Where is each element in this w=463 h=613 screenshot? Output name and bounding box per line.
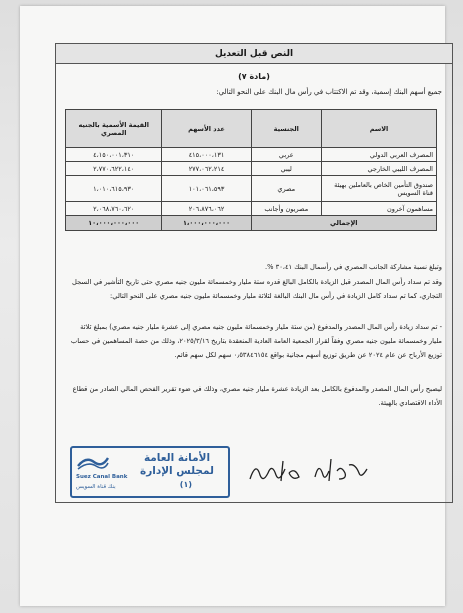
stamp-line-1: الأمانة العامة [143, 452, 211, 464]
table-row [66, 176, 437, 202]
row-name: المصرف الليبي الخارجي [322, 162, 437, 176]
row-nationality: مصري [251, 176, 321, 202]
row-value: ٤،١٥٠،٠٠١،٣١٠ [66, 148, 162, 162]
board-secretariat-stamp [70, 446, 230, 498]
row-value: ١،٠١٠،٦١٥،٩٣٠ [66, 176, 162, 202]
stamp-number: (١) [179, 480, 192, 489]
header-value: القيمة الأسمية بالجنيه المصري [66, 110, 162, 148]
table-row [66, 148, 437, 162]
header-nationality: الجنسية [251, 110, 321, 148]
header-name: الاسم [322, 110, 437, 148]
egyptian-share-paragraph: وتبلغ نسبة مشاركة الجانب المصري في رأسمال البنك ٣٠،٤١ %. [265, 263, 442, 271]
paid-capital-paragraph: وقد تم سداد رأس المال المصدر قبل الزيادة بالكامل البالغ قدره ستة مليار وخمسمائة مليون جنيه مصري حتى تاريخ التأشير في السجل التجاري، كما تم سداد كامل الزيادة في رأس مال البنك البالغة لثلاثة مليار وخمسمائة مليون جنيه مصري على النحو التالي: [72, 278, 442, 300]
stamp-line-2: لمجلس الإدارة [140, 465, 214, 477]
row-value: ٢،٧٧٠،٦٢٢،١٤٠ [66, 162, 162, 176]
stamp-bank-arabic: بنك قناة السويس [76, 484, 116, 490]
article-number: (مادة ٧) [238, 72, 270, 81]
row-shares: ٤١٥،٠٠٠،١٣١ [162, 148, 251, 162]
row-shares: ٢٧٧،٠٦٢،٢١٤ [162, 162, 251, 176]
document-page [20, 6, 445, 606]
table-header-row [66, 110, 437, 148]
increase-bullet-paragraph: - تم سداد زيادة رأس المال المصدر والمدفوع (من ستة مليار وخمسمائة مليون جنيه مصري إلى عشرة مليار جنيه مصري) بمبلغ ثلاثة مليار وخمسمائة مليون جنيه مصري وفقاً لقرار الجمعية العامة العادية المنعقدة بتاريخ ٢٠٢٥/٣/١٦، وذلك من حصة المساهمين في حساب توزيع الأرباح عن عام ٢٠٢٤ عن طريق توزيع أسهم مجانية بواقع ٠٫٥٣٨٤٦١٥٤ سهم لكل سهم قائم. [70, 323, 442, 359]
row-nationality: عربي [251, 148, 321, 162]
table-row [66, 162, 437, 176]
final-capital-paragraph: ليصبح رأس المال المصدر والمدفوع بالكامل بعد الزيادة عشرة مليار جنيه مصري، وذلك في ضوء تقرير الفحص المالي الصادر من قطاع الأداء الاقتصادي بالهيئة. [72, 385, 442, 407]
table-total-row [66, 216, 437, 231]
row-name: صندوق التأمين الخاص بالعاملين بهيئة قناة السويس [322, 176, 437, 202]
total-value: ١٠،٠٠٠،٠٠٠،٠٠٠ [66, 216, 162, 231]
table-row [66, 202, 437, 216]
total-shares: ١،٠٠٠،٠٠٠،٠٠٠ [162, 216, 251, 231]
row-nationality: ليبي [251, 162, 321, 176]
row-shares: ٢٠٦،٨٧٦،٠٦٢ [162, 202, 251, 216]
handwritten-signatures [245, 451, 375, 491]
row-name: مساهمون آخرون [322, 202, 437, 216]
document-frame [55, 43, 453, 503]
row-nationality: مصريون وأجانب [251, 202, 321, 216]
document-title: النص قبل التعديل [56, 44, 452, 64]
stamp-title [132, 452, 222, 478]
row-shares: ١٠١،٠٦١،٥٩٣ [162, 176, 251, 202]
row-name: المصرف العربي الدولي [322, 148, 437, 162]
capital-table [65, 109, 437, 231]
intro-text: جميع أسهم البنك إسمية، وقد تم الاكتتاب في رأس مال البنك على النحو التالي: [216, 88, 442, 96]
suez-canal-bank-logo-icon [76, 454, 110, 470]
row-value: ٢،٠٦٨،٧٦٠،٦٢٠ [66, 202, 162, 216]
stamp-bank-english: Suez Canal Bank [76, 474, 128, 480]
total-label: الإجمالي [251, 216, 436, 231]
header-shares: عدد الأسهم [162, 110, 251, 148]
